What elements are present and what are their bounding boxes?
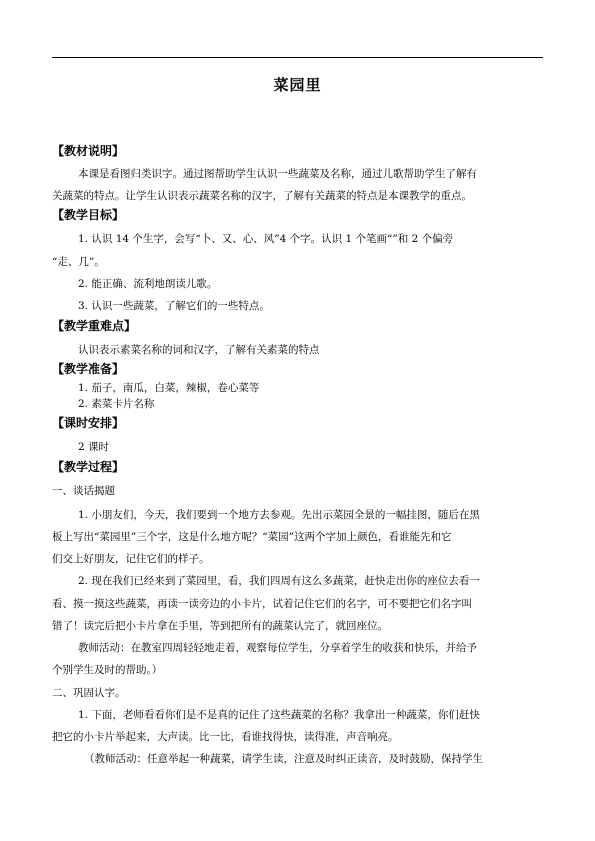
paragraph-line: “走、几”。	[52, 256, 105, 268]
paragraph-line: 错了！读完后把小卡片拿在手里，等到把所有的蔬菜认完了，就回座位。	[52, 620, 388, 632]
section-heading: 【教学重难点】	[52, 319, 137, 333]
header-rule	[52, 57, 543, 58]
paragraph-line: 一、谈话揭题	[52, 485, 115, 497]
paragraph-line: 1. 认识 14 个生字，会写“卜、又、心、风”4 个字。认识 1 个笔画“”和 2 个偏旁	[78, 233, 454, 245]
paragraph-line: 二、巩固认字。	[52, 687, 126, 699]
paragraph-line: 认识表示素菜名称的词和汉字，了解有关素菜的特点	[78, 344, 320, 356]
section-heading: 【教学过程】	[52, 460, 125, 474]
page-title: 菜园里	[273, 76, 322, 94]
paragraph-line: 1. 小朋友们，今天，我们要到一个地方去参观。先出示菜园全景的一幅挂图，随后在黑	[78, 509, 480, 521]
paragraph-line: （教师活动：任意举起一种蔬菜，请学生读，注意及时纠正读音，及时鼓励，保持学生	[84, 753, 483, 765]
paragraph-line: 2. 能正确、流利地朗读儿歌。	[78, 278, 218, 290]
paragraph-line: 板上写出“菜园里”三个字，这是什么地方呢？“菜园”这两个字加上颜色，看谁能先和它	[52, 531, 452, 543]
paragraph-line: 本课是看图归类识字。通过图帮助学生认识一些蔬菜及名称，通过儿歌帮助学生了解有	[78, 168, 477, 180]
paragraph-line: 们交上好朋友，记住它们的样子。	[52, 553, 210, 565]
section-heading: 【课时安排】	[52, 416, 125, 430]
paragraph-line: 看、摸一摸这些蔬菜，再读一读旁边的小卡片，试着记住它们的名字，可不要把它们名字叫	[52, 598, 472, 610]
paragraph-line: 1. 茄子，南瓜，白菜，辣椒，卷心菜等	[78, 382, 260, 394]
paragraph-line: 3. 认识一些蔬菜，了解它们的一些特点。	[78, 300, 270, 312]
paragraph-line: 个别学生及时的帮助。）	[52, 664, 163, 676]
section-heading: 【教学准备】	[52, 362, 125, 376]
section-heading: 【教学目标】	[52, 208, 125, 222]
paragraph-line: 2. 现在我们已经来到了菜园里，看，我们四周有这么多蔬菜，赶快走出你的座位去看一	[78, 575, 480, 587]
paragraph-line: 教师活动：在教室四周轻轻地走着，观察每位学生，分享着学生的收获和快乐，并给予	[78, 642, 477, 654]
section-heading: 【教材说明】	[52, 144, 125, 158]
paragraph-line: 把它的小卡片举起来，大声读。比一比，看谁找得快，读得准，声音响亮。	[52, 731, 399, 743]
paragraph-line: 1. 下面，老师看看你们是不是真的记住了这些蔬菜的名称？我拿出一种蔬菜，你们赶快	[78, 709, 480, 721]
paragraph-line: 2 课时	[78, 441, 110, 453]
paragraph-line: 关蔬菜的特点。让学生认识表示蔬菜名称的汉字，了解有关蔬菜的特点是本课教学的重点。	[52, 190, 472, 202]
paragraph-line: 2. 素菜卡片名称	[78, 398, 155, 410]
